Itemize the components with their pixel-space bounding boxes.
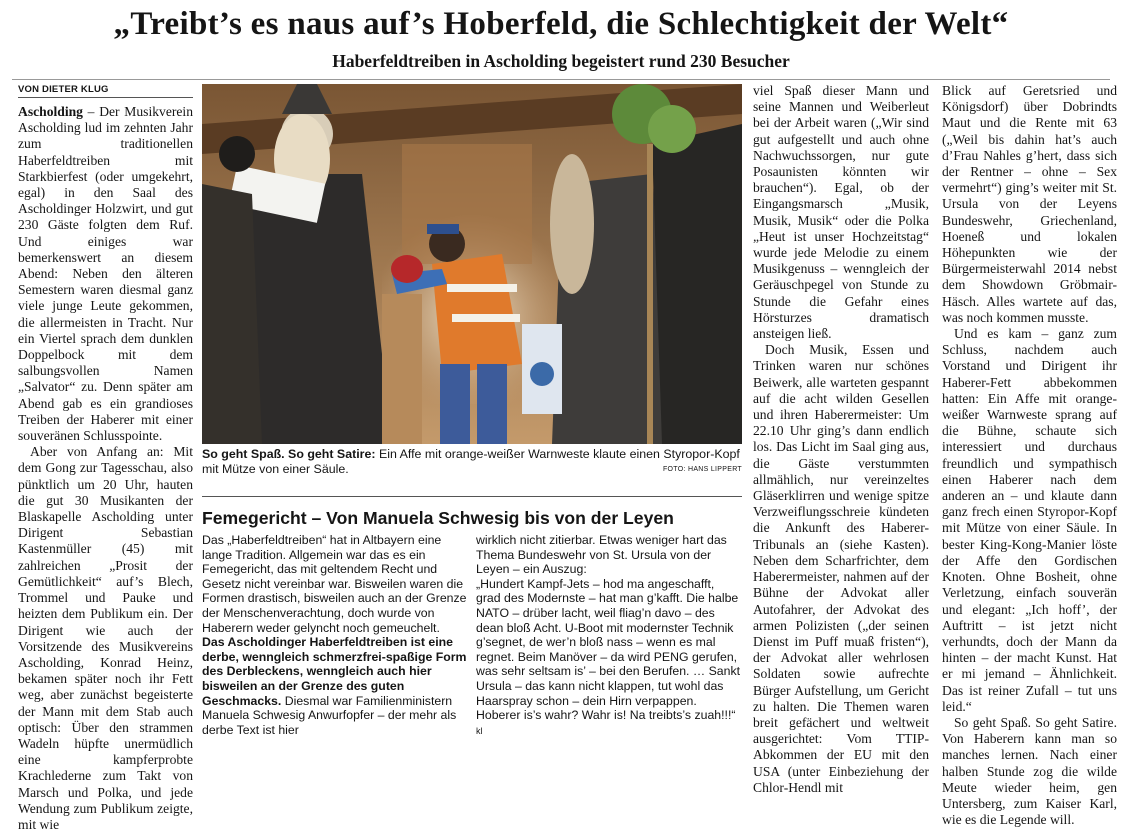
headline: „Treibt’s es naus auf’s Hoberfeld, die Schlechtigkeit der Welt“ xyxy=(113,6,1009,42)
paragraph-text: – Der Musikverein Ascholding lud im zehnten Jahr zum traditionellen Haberfeldtreiben mit Starkbierfest (oder umgekehrt, egal) in den Saal des Ascholdinger Holzwirt, und gut 230 Gäste folgten dem Ruf. Und einiges war bemerkenswert an diesem Abend: Neben den älteren Semestern waren diesmal ganz viele junge Leute gekommen, die allermeisten in Tracht. Nur ein Viertel sprach dem dunklen Doppelbock mit dem salbungsvollen Namen „Salvator“ zu. Denn später am Abend gab es ein grandioses Treiben der Haberer mit einer souveränen Schlusspointe. xyxy=(18,104,193,444)
box-quote-text: „Hundert Kampf-Jets – hod ma angeschafft, grad des Modernste – hat man g’kafft. Die halbe NATO – drüber lacht, weil fliag’n davo – des dean bloß Acht. U-Boot mit modernster Technik g’segnet, de wer’n bloß nass – wenn es mal regnet. Beim Manöver – da wird PENG gerufen, was sehr seltsam is’ – bei den Berufen. … Sankt Ursula – das kann nicht klappen, tut wohl das Haarspray schon – dein Hirn verpappen. Hoberer is’s wahr? Wahr is! Na treibts’s zuah!!!“ xyxy=(476,576,741,723)
box-paragraph: Das „Haberfeldtreiben“ hat in Altbayern eine lange Tradition. Allgemein war das es ein Femegericht, das mit geltendem Recht und Gesetz nicht vereinbar war. Bisweilen waren die Formen drastisch, bisweilen auch an der Grenze der Menschenverachtung, doch wurde von Haberern weder gelyncht noch gemeuchelt. xyxy=(202,533,467,635)
paragraph xyxy=(18,104,193,444)
article-column-3 xyxy=(942,83,1117,828)
byline: VON DIETER KLUG xyxy=(18,84,109,95)
box-paragraph xyxy=(202,635,467,737)
box-column-right xyxy=(476,533,742,745)
paragraph: viel Spaß dieser Mann und seine Mannen und Weiberleut bei der Arbeit waren („Wir sind gut aufgestellt und auch ohne Nachwuchssorgen, nur gute Posaunisten könnten wir brauchen“). Egal, ob der Eingangsmarsch „Musik, Musik, Musik“ oder die Polka „Heut ist unser Hochzeitstag“ wurde jede Melodie zu einem Musikgenuss – wenngleich der Geräuschpegel von Stunde zu Stunde die Gefahr eines Hörsturzes dramatisch ansteigen ließ. xyxy=(753,83,929,342)
photo-credit: FOTO: HANS LIPPERT xyxy=(662,466,742,473)
article-photo xyxy=(202,84,742,444)
box-bold-text: Das Ascholdinger Haberfeldtreiben ist eine derbe, wenngleich schmerzfrei-spaßige Form des Derbleckens, wenngleich auch hier bisweilen an der Grenze des guten Geschmacks. xyxy=(202,635,467,708)
box-quote xyxy=(476,577,742,739)
paragraph: Doch Musik, Essen und Trinken waren nur schönes Beiwerk, alle warteten gespannt auf die acht wilden Gesellen und ihren Haberermeister: Um 22.10 Uhr ging’s dann endlich los. Das Licht im Saal ging aus, die Gäste verstummten allmählich, nur vereinzeltes Gläserklirren und wenige spitze Verzweiflungsschreie kündeten die Ankunft des Haberer-Tribunals an (siehe Kasten). Neben dem Scharfrichter, dem Haberermeister, nahmen auf der Bühne der Advokat aller Autofahrer, der Advokat des armen Polizisten („der seinen Dienst im Puff muaß fristen“), der Advokat aller wehrlosen Soldaten sowie aufrechte Bürger Aufstellung, um Gericht zu halten. Die Themen waren breit gefächert und weltweit ausgerichtet: Vom TTIP-Abkommen der EU mit den USA (unter Einbeziehung der Chlor-Hendl mit xyxy=(753,342,929,795)
box-paragraph: wirklich nicht zitierbar. Etwas weniger hart das Thema Bundeswehr von St. Ursula von der Leyen – ein Auszug: xyxy=(476,533,727,577)
article-column-2 xyxy=(753,83,929,795)
paragraph: Aber von Anfang an: Mit dem Gong zur Tagesschau, also pünktlich um 20 Uhr, hauten die gut 30 Musikanten der Blaskapelle Ascholding unter Dirigent Sebastian Kastenmüller (45) mit zahlreichen „Prosit der Gemütlichkeit“ auf’s Blech, Trommel und Pauke und heizten dem Publikum ein. Der Dirigent wie auch der Vorsitzende des Musikvereins Ascholding, Konrad Heinz, bekamen später noch ihr Fett weg, aber zunächst begeisterte der Mann mit dem Stab auch optisch: Über den strammen Wadeln hüpfte unermüdlich eine kampferprobte Krachlederne zum Takt von Marsch und Polka, und jede Wendung zum Publikum zeigte, mit wie xyxy=(18,444,193,832)
subheadline: Haberfeldtreiben in Ascholding begeistert rund 230 Besucher xyxy=(332,51,790,71)
box-rule xyxy=(202,496,742,497)
top-rule xyxy=(12,79,1110,80)
box-text: Diesmal war Familienministern Manuela Schwesig Anwurfopfer – der mehr als derbe Text ist hier xyxy=(202,693,457,737)
paragraph: So geht Spaß. So geht Satire. Von Haberern kann man so manches lernen. Nach einer halben Stunde zog die wilde Meute wieder heim, gen Untersberg, zum Kaiser Karl, wie es die Legende will. xyxy=(942,714,1117,828)
paragraph: Und es kam – ganz zum Schluss, nachdem auch Vorstand und Dirigent ihr Haberer-Fett abbekommen hatten: Ein Affe mit orange-weißer Warnweste sprang auf die Bühne, schaute sich interessiert und durchaus freundlich und sympathisch einen Haberer nach dem anderen an – und klaute dann ganz frech einen Styropor-Kopf mit Mütze von einer Säule. In bester King-Kong-Manier löste der Affe den Gordischen Knoten. Ohne Bosheit, ohne Verletzung, einfach souverän und elegant: „Ich hoff’, der Auftritt – ist jetzt nicht verhundts, doch der Mann da hinten – der macht Kunst. Hat er mi jemand – Ähnlichkeit. Das ist reiner Zufall – tut uns leid.“ xyxy=(942,326,1117,714)
box-column-left xyxy=(202,533,467,745)
article-column-1 xyxy=(18,104,193,832)
caption-lead: So geht Spaß. So geht Satire: xyxy=(202,447,376,461)
caption-text: Ein Affe mit orange-weißer Warnweste klaute einen Styropor-Kopf mit Mütze von einer Säule. xyxy=(202,447,740,476)
box-title: Femegericht – Von Manuela Schwesig bis von der Leyen xyxy=(202,508,674,528)
paragraph: Blick auf Geretsried und Königsdorf) über Dobrindts Maut und die Rente mit 63 („Weil bis dahin hat’s auch d’Frau Nahles g’hert, dass sich der Rentner – ohne – Sex vermehrt“) ging’s weiter mit St. Ursula von der Leyens Bundeswehr, Griechenland, Hoeneß und lokalen Höhepunkten wie der Bürgermeisterwahl 2014 nebst dem Showdown Gröbmair-Häsch. Alles wartete auf das, was noch kommen musste. xyxy=(942,83,1117,325)
photo-illustration xyxy=(202,84,742,444)
dateline: Ascholding xyxy=(18,104,83,119)
box-signature: kl xyxy=(476,725,483,736)
photo-caption xyxy=(202,447,742,477)
byline-rule xyxy=(18,97,193,98)
